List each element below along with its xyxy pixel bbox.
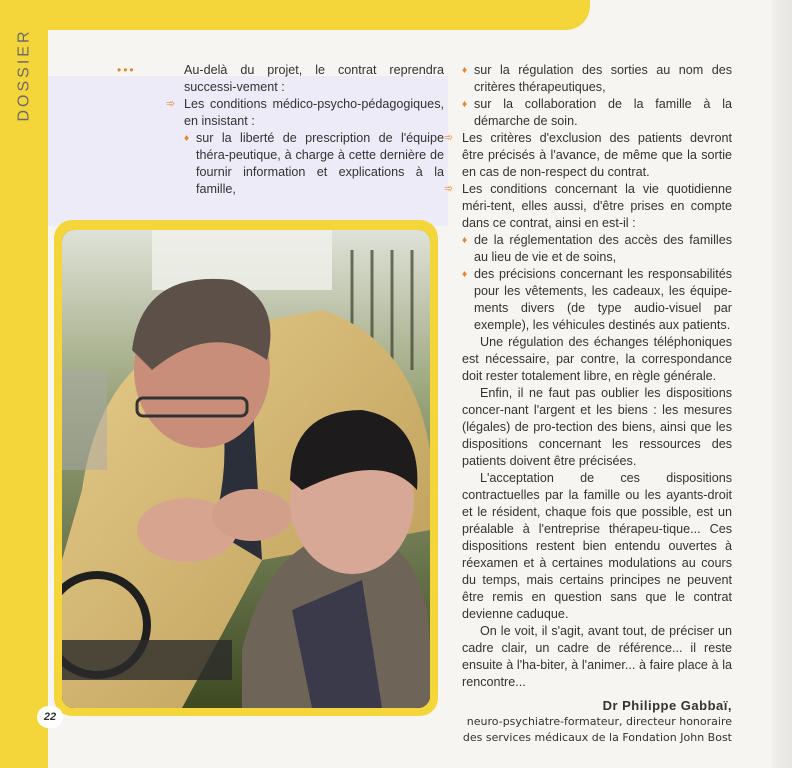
diamond-bullet-icon: ♦ — [184, 133, 190, 144]
sub-list-item: ♦ de la réglementation des accès des familles au lieu de vie et de soins, — [462, 233, 732, 264]
paragraph: Une régulation des échanges téléphoniques est nécessaire, par contre, la correspondance doit rester totalement libre, en règle générale. — [462, 335, 732, 383]
right-text-column — [444, 62, 732, 746]
left-text-column — [166, 62, 444, 198]
diamond-bullet-icon: ♦ — [462, 99, 468, 110]
sub-list-item: ♦ sur la collaboration de la famille à la démarche de soin. — [462, 97, 732, 128]
paragraph: L'acceptation de ces dispositions contractuelles par la famille ou les ayants-droit et le résident, chaque fois que possible, est un préalable à l'entreprise thérapeu-tique... Ces dispositions restent bien entendu ouvertes à réexamen et à certaines modulations au cours du temps, mais certains principes ne peuvent être remis en question sans que le contrat devienne caduque. — [462, 471, 732, 621]
paragraph: Enfin, il ne faut pas oublier les dispositions concer-nant l'argent et les biens : les mesures (légales) de pro-tection des biens, ainsi que les dispositions concernant les ressources des patients doivent être précisées. — [462, 386, 732, 468]
diamond-bullet-icon: ♦ — [462, 235, 468, 246]
author-role: des services médicaux de la Fondation John Bost — [462, 731, 732, 744]
yellow-top-band — [0, 0, 590, 30]
photo — [62, 230, 430, 708]
author-role: neuro-psychiatre-formateur, directeur honoraire — [466, 715, 732, 728]
signature-block — [462, 697, 732, 746]
photo-illustration — [62, 230, 430, 708]
author-name: Dr Philippe Gabbaï, — [602, 698, 732, 713]
paragraph: On le voit, il s'agit, avant tout, de préciser un cadre clair, un cadre de référence... il reste ensuite à l'ha-biter, à l'animer... à faire place à la rencontre... — [462, 624, 732, 689]
section-label: DOSSIER — [15, 28, 33, 122]
intro-paragraph: Au-delà du projet, le contrat reprendra successi-vement : — [184, 63, 444, 94]
arrow-icon: ➾ — [444, 183, 454, 195]
page-number: 22 — [37, 706, 63, 728]
diamond-bullet-icon: ♦ — [462, 65, 468, 76]
sub-list-item: ♦ sur la régulation des sorties au nom des critères thérapeutiques, — [462, 63, 732, 94]
sub-list-item: ♦ des précisions concernant les responsabilités pour les vêtements, les cadeaux, les équipe-ments divers (de type audio-visuel par exemple), les véhicules destinés aux patients. — [462, 267, 732, 332]
sub-list-item: ♦ sur la liberté de prescription de l'équipe théra-peutique, à charge à cette dernière de fournir information et explications à la famille, — [184, 131, 444, 196]
list-item: ➾ Les conditions médico-psycho-pédagogiques, en insistant : — [166, 97, 444, 128]
yellow-band-corner — [48, 30, 74, 56]
list-item: ➾ Les conditions concernant la vie quotidienne méri-tent, elles aussi, d'être prises en compte dans ce contrat, ainsi en est-il : — [444, 182, 732, 230]
facing-page-edge — [772, 0, 792, 768]
diamond-bullet-icon: ♦ — [462, 269, 468, 280]
orange-dots-icon: ••• — [117, 63, 136, 77]
arrow-icon: ➾ — [444, 132, 454, 144]
list-item: ➾ Les critères d'exclusion des patients devront être précisés à l'avance, de même que la sortie en cas de non-respect du contrat. — [444, 131, 732, 179]
arrow-icon: ➾ — [166, 98, 176, 110]
